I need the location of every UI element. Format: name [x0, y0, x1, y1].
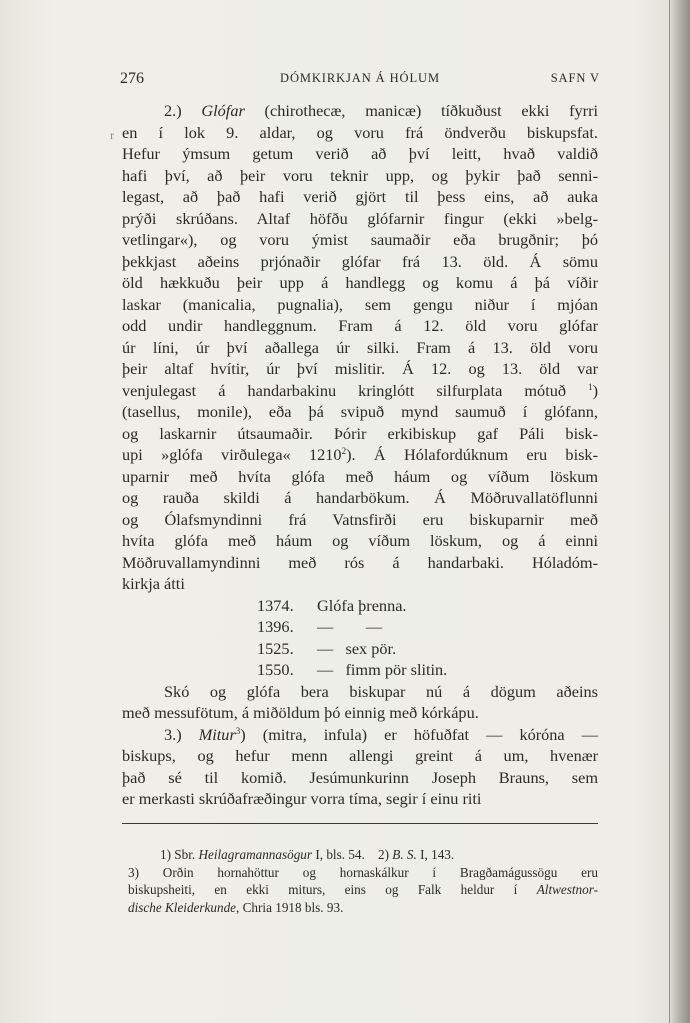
inventory-row [257, 638, 487, 660]
text-line [122, 444, 598, 466]
line-text: þeir altaf hvítir, úr því mislitir. Á 12. og 13. öld var [122, 359, 598, 378]
line-text: með messufötum, á miðöldum þó einnig með kórkápu. [122, 703, 479, 722]
text-line [122, 122, 598, 144]
inventory-year: 1374. [257, 595, 294, 615]
text-line [122, 186, 598, 208]
footnote-ref: 2 [341, 446, 347, 456]
italic-term: Mitur [198, 724, 236, 744]
footnote-ref: 3 [235, 725, 241, 736]
footnote-rule [122, 823, 598, 824]
paragraph-shoes-gloves [122, 681, 598, 724]
text-line [122, 143, 598, 165]
text-line [122, 208, 598, 230]
line-text: og laskarnir útsaumaðir. Þórir erkibiskup gaf Páli bisk- [122, 423, 598, 443]
line-text: venjulegast á handarbakinu kringlótt silfurplata mótuð [122, 380, 589, 400]
footnote-ref: 1 [588, 381, 593, 392]
footnote-1-title: Heilagramannasögur [198, 847, 313, 862]
gutter-edge-line [669, 0, 670, 1023]
footnote-3-title-2: dische Kleiderkunde [128, 899, 237, 915]
text-line [122, 466, 598, 488]
footnote-3-text-2: biskupsheiti, en ekki miturs, eins og Falk heldur í [128, 882, 537, 897]
text-line [122, 552, 598, 574]
text-line [122, 573, 598, 595]
text-line [122, 294, 598, 316]
line-text: hvíta glófa með háum og víðum löskum, og á einni [122, 531, 598, 550]
footnote-3-line-2 [128, 881, 598, 899]
inventory-year: 1525. [257, 638, 294, 658]
text-line [122, 229, 598, 251]
page-number: 276 [120, 70, 144, 87]
footnote-3-text-3: , Chria 1918 bls. 93. [236, 899, 344, 915]
footnote-1-ref: I, bls. 54. [312, 847, 365, 862]
line-text: ) (mitra, infula) er höfuðfat — kóróna — [240, 724, 598, 744]
line-text: ) [592, 380, 598, 400]
text-line [122, 423, 598, 445]
line-text: öld hækkuðu þeir upp á handlegg og komu á þá víðir [122, 273, 598, 292]
line-text: (tasellus, monile), eða þá svipuð mynd saumuð í glófann, [122, 402, 598, 421]
running-title: DÓMKIRKJAN Á HÓLUM [280, 71, 440, 85]
text-line [122, 788, 598, 810]
inventory-row [257, 595, 487, 617]
text-line [122, 401, 598, 423]
footnote-3-line-3 [128, 899, 598, 917]
footnote-2-title: B. S. [392, 847, 417, 862]
footnote-3-line-1 [128, 864, 598, 882]
text-line [122, 337, 598, 359]
footnote-3-title-1: Altwestnor- [536, 882, 598, 897]
footnote-2-ref: I, 143. [416, 847, 455, 862]
line-text: prýði skrúðans. Altaf höfðu glófarnir fingur (ekki »belg- [122, 208, 598, 228]
inventory-year: 1550. [257, 660, 294, 679]
line-text: odd undir handleggnum. Fram á 12. öld voru glófar [122, 316, 598, 335]
text-line [122, 509, 598, 531]
text-line [122, 272, 598, 294]
line-text: hafi því, að þeir voru teknir upp, og þykir það senni- [122, 165, 598, 185]
line-text: en í lok 9. aldar, og voru frá öndverðu biskupsfat. [122, 122, 598, 142]
inventory-entry: Glófa þrenna. [317, 595, 407, 615]
text-line [122, 358, 598, 380]
line-text: þekkjast aðeins prjónaðir glófar frá 13. öld. Á sömu [122, 251, 598, 271]
line-text: það sé til komið. Jesúmunkurinn Joseph Brauns, sem [122, 767, 598, 787]
text-line [122, 100, 598, 122]
line-text: Skó og glófa bera biskupar nú á dögum aðeins [164, 681, 598, 701]
section-label: SAFN V [550, 71, 600, 85]
line-text: (chirothecæ, manicæ) tíðkuðust ekki fyrri [244, 101, 599, 120]
italic-term: Glófar [201, 101, 245, 120]
text-line [122, 165, 598, 187]
inventory-list [257, 595, 487, 681]
text-line [122, 530, 598, 552]
line-text: 3.) [164, 724, 199, 744]
text-line [122, 724, 598, 746]
line-text: ). Á Hólafordúknum eru bisk- [346, 445, 598, 464]
line-text: og rauða skildi á handarbökum. Á Möðruvallatöflunni [122, 488, 598, 507]
footnotes [128, 846, 598, 916]
line-text: er merkasti skrúðafræðingur vorra tíma, segir í einu riti [122, 789, 482, 808]
margin-mark: r [110, 128, 114, 142]
text-line [122, 380, 598, 402]
line-text: kirkja átti [122, 574, 185, 593]
text-line [122, 315, 598, 337]
line-text: 2.) [164, 101, 202, 120]
text-line [122, 681, 598, 703]
inventory-row [257, 616, 487, 638]
line-text: úr líni, úr því aðallega úr silki. Fram á 13. öld voru [122, 337, 598, 357]
line-text: legast, að það hafi verið gjört til þess eins, að auka [122, 187, 598, 206]
line-text: Möðruvallamyndinni með rós á handarbaki. Hóladóm- [122, 552, 598, 572]
inventory-entry: — fimm pör slitin. [317, 660, 448, 679]
footnote-1-label: 1) Sbr. [160, 847, 199, 862]
running-header [120, 70, 600, 90]
line-text: uparnir með hvíta glófa með háum og víðum löskum [122, 466, 598, 486]
line-text: laskar (manicalia, pugnalia), sem gengu niður í mjóan [122, 294, 598, 314]
text-line [122, 251, 598, 273]
paragraph-gloves [122, 100, 598, 595]
line-text: vetlingar«), og voru ýmist saumaðir eða brugðnir; þó [122, 230, 598, 249]
text-line [122, 745, 598, 767]
line-text: upi »glófa virðulega« 1210 [122, 445, 342, 464]
footnote-1-2 [128, 846, 598, 864]
inventory-year: 1396. [257, 617, 294, 636]
paragraph-mitre [122, 724, 598, 810]
line-text: Hefur ýmsum getum verið að því leitt, hvað valdið [122, 144, 598, 163]
inventory-row [257, 659, 487, 681]
footnote-2-label: 2) [377, 847, 393, 862]
inventory-entry: — — [317, 617, 383, 636]
text-line [122, 702, 598, 724]
footnote-3-text-1: 3) Orðin hornahöttur og hornaskálkur í Bragðamágussögu eru [128, 864, 598, 880]
line-text: biskups, og hefur menn allengi greint á um, hvenær [122, 746, 598, 765]
main-text [122, 100, 598, 810]
inventory-entry: — sex pör. [317, 638, 397, 658]
text-line [122, 487, 598, 509]
line-text: og Ólafsmyndinni frá Vatnsfirði eru biskuparnir með [122, 509, 598, 529]
book-gutter [668, 0, 690, 1023]
text-line [122, 767, 598, 789]
